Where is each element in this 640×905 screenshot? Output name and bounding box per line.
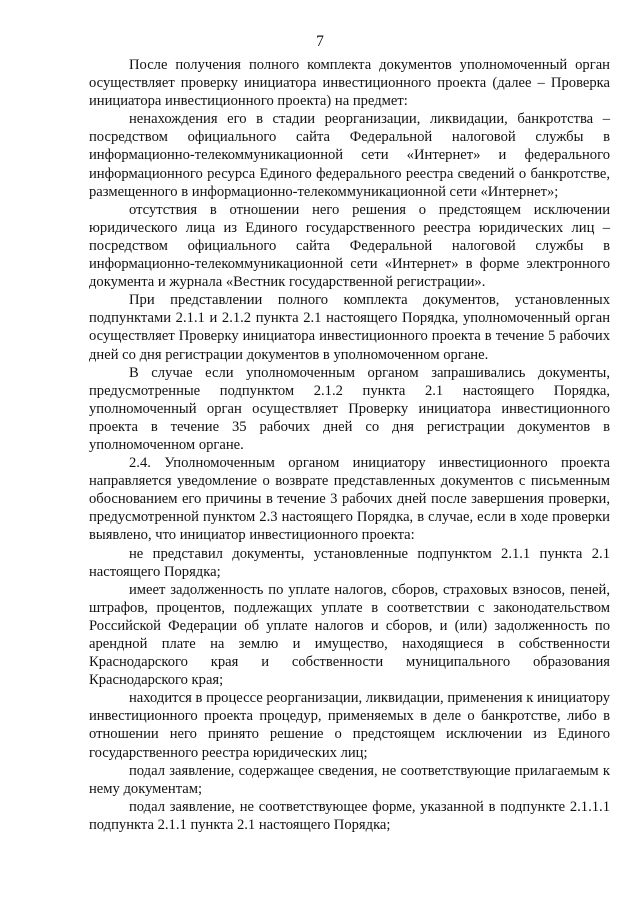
paragraph-35-days-term: В случае если уполномоченным органом запрашивались документы, предусмотренные подпунктом 2.1.2 пункта 2.1 настоящего Порядка, уполномоченный орган осуществляет Проверку инициатора инвестиционного проекта в течение 35 рабочих дней со дня регистрации документов в уполномоченном органе. bbox=[89, 364, 610, 453]
paragraph-2-4-return-notice: 2.4. Уполномоченным органом инициатору инвестиционного проекта направляется уведомление о возврате представленных документов с письменным обоснованием его причины в течение 3 рабочих дней после завершения проверки, предусмотренной пунктом 2.3 настоящего Порядка, в случае, если в ходе проверки выявлено, что инициатор инвестиционного проекта: bbox=[89, 455, 610, 544]
list-item-wrong-form: подал заявление, не соответствующее форме, указанной в подпункте 2.1.1.1 подпункта 2.1.1 пункта 2.1 настоящего Порядка; bbox=[89, 798, 610, 833]
paragraph-verification-intro: После получения полного комплекта документов уполномоченный орган осуществляет проверку инициатора инвестиционного проекта (далее – Проверка инициатора инвестиционного проекта) на предмет: bbox=[89, 57, 610, 110]
paragraph-5-days-term: При представлении полного комплекта документов, установленных подпунктами 2.1.1 и 2.1.2 пункта 2.1 настоящего Порядка, уполномоченный орган осуществляет Проверку инициатора инвестиционного проекта в течение 5 рабочих дней со дня регистрации документов в уполномоченном органе. bbox=[89, 292, 610, 363]
paragraph-no-exclusion: отсутствия в отношении него решения о предстоящем исключении юридического лица из Единого государственного реестра юридических лиц – посредством официального сайта Федеральной налоговой службы в информационно-телекоммуникационной сети «Интернет» в форме электронного документа и журнала «Вестник государственной регистрации». bbox=[89, 201, 610, 291]
list-item-reorganization: находится в процессе реорганизации, ликвидации, применения к инициатору инвестиционного проекта процедур, применяемых в деле о банкротстве, либо в отношении него принято решение о предстоящем исключении из Единого государственного реестра юридических лиц; bbox=[89, 690, 610, 761]
list-item-no-documents: не представил документы, установленные подпунктом 2.1.1 пункта 2.1 настоящего Порядка; bbox=[89, 545, 610, 580]
page-number: 7 bbox=[316, 33, 324, 50]
list-item-tax-debt: имеет задолженность по уплате налогов, сборов, страховых взносов, пеней, штрафов, процентов, подлежащих уплате в соответствии с законодательством Российской Федерации об уплате налогов и сборов, и (или) задолженность по арендной плате на землю и имущество, находящиеся в собственности Краснодарского края и собственности муниципального образования Краснодарского края; bbox=[89, 581, 610, 689]
document-body bbox=[89, 56, 610, 834]
paragraph-no-liquidation: ненахождения его в стадии реорганизации, ликвидации, банкротства – посредством официального сайта Федеральной налоговой службы в информационно-телекоммуникационной сети «Интернет» и федерального информационного ресурса Единого федерального реестра сведений о банкротстве, размещенного в информационно-телекоммуникационной сети «Интернет»; bbox=[89, 111, 610, 200]
list-item-inconsistent-info: подал заявление, содержащее сведения, не соответствующие прилагаемым к нему документам; bbox=[89, 762, 610, 797]
